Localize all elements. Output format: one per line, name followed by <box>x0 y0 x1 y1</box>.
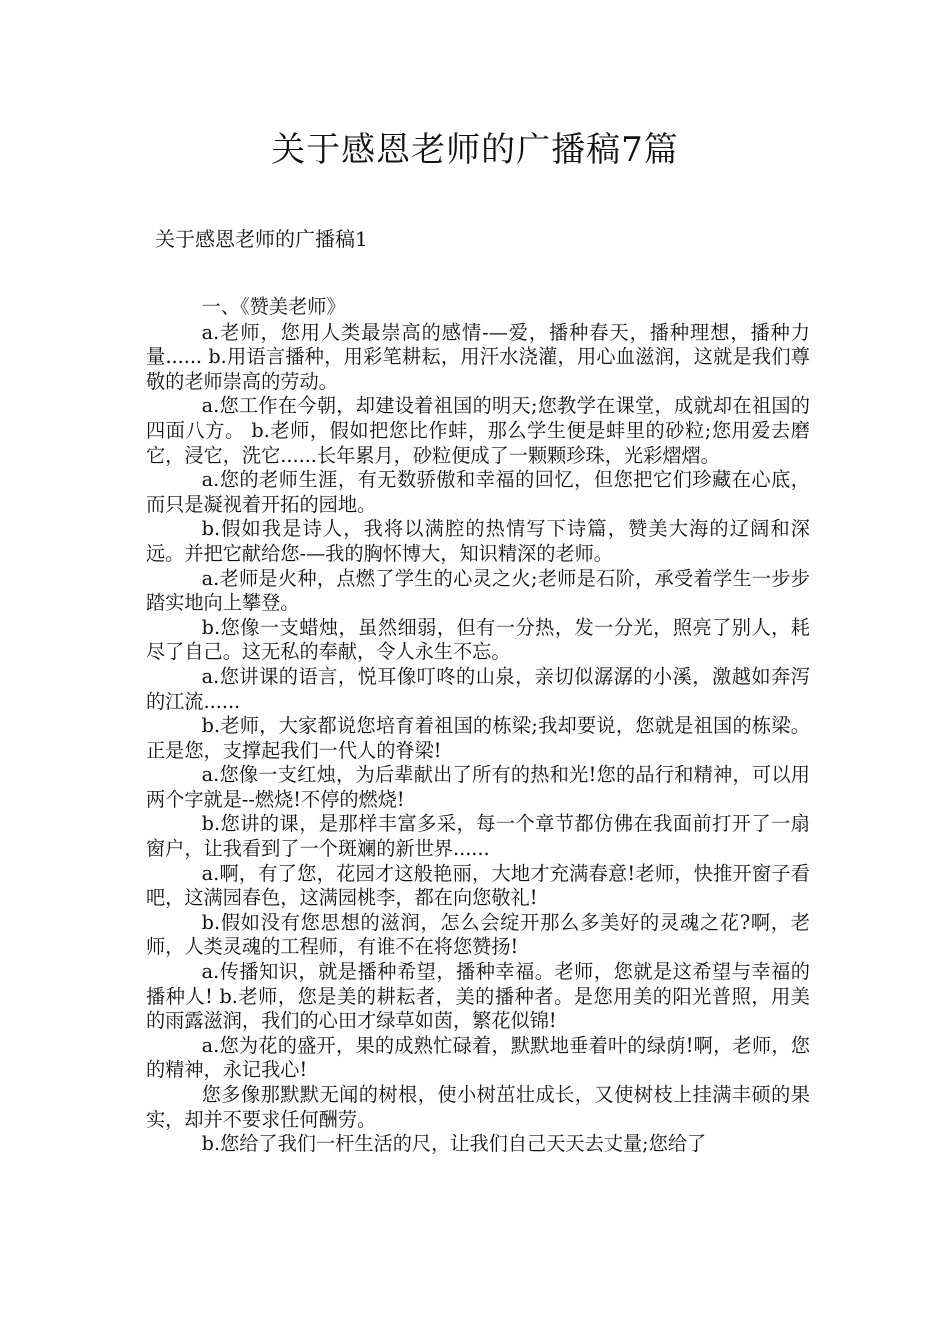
paragraph: b.假如没有您思想的滋润，怎么会绽开那么多美好的灵魂之花?啊，老师，人类灵魂的工程师，有谁不在将您赞扬! <box>146 910 810 959</box>
paragraph: a.您讲课的语言，悦耳像叮咚的山泉，亲切似潺潺的小溪，激越如奔泻的江流...... <box>146 664 810 713</box>
paragraph: a.您像一支红烛，为后辈献出了所有的热和光!您的品行和精神，可以用两个字就是--燃烧!不停的燃烧! <box>146 763 810 811</box>
paragraph: 您多像那默默无闻的树根，使小树茁壮成长，又使树枝上挂满丰硕的果实，却并不要求任何酬劳。 <box>146 1083 810 1131</box>
paragraph: a.您为花的盛开，果的成熟忙碌着，默默地垂着叶的绿荫!啊，老师，您的精神，永记我心! <box>146 1033 810 1082</box>
paragraph: b.您给了我们一杆生活的尺，让我们自己天天去丈量;您给了 <box>201 1132 707 1156</box>
paragraph: a.您的老师生涯，有无数骄傲和幸福的回忆，但您把它们珍藏在心底，而只是凝视着开拓的园地。 <box>146 468 810 516</box>
paragraph: a.老师是火种，点燃了学生的心灵之火;老师是石阶，承受着学生一步步踏实地向上攀登。 <box>146 566 810 615</box>
paragraph: b.假如我是诗人，我将以满腔的热情写下诗篇，赞美大海的辽阔和深远。并把它献给您-—我的胸怀博大，知识精深的老师。 <box>146 517 810 565</box>
document-body <box>146 294 810 1157</box>
document-title: 关于感恩老师的广播稿7篇 <box>271 130 679 170</box>
paragraph: b.老师，大家都说您培育着祖国的栋梁;我却要说，您就是祖国的栋梁。正是您，支撑起我们一代人的脊梁! <box>146 714 810 762</box>
paragraph: a.传播知识，就是播种希望，播种幸福。老师，您就是这希望与幸福的播种人! b.老师，您是美的耕耘者，美的播种者。是您用美的阳光普照，用美的雨露滋润，我们的心田才绿草如茵，繁花似锦! <box>146 960 810 1033</box>
section-heading: 关于感恩老师的广播稿1 <box>155 227 368 251</box>
subheading: 一、《赞美老师》 <box>201 295 346 318</box>
paragraph: b.您像一支蜡烛，虽然细弱，但有一分热，发一分光，照亮了别人，耗尽了自己。这无私的奉献，令人永生不忘。 <box>146 615 810 664</box>
paragraph: b.您讲的课，是那样丰富多采，每一个章节都仿佛在我面前打开了一扇窗户，让我看到了一个斑斓的新世界...... <box>146 812 810 861</box>
paragraph: a.您工作在今朝，却建设着祖国的明天;您教学在课堂，成就却在祖国的四面八方。 b.老师，假如把您比作蚌，那么学生便是蚌里的砂粒;您用爱去磨它，浸它，洗它......长年累月，砂粒便成了一颗颗珍珠，光彩熠熠。 <box>146 394 810 467</box>
paragraph: a.老师，您用人类最崇高的感情-—爱，播种春天，播种理想，播种力量...... b.用语言播种，用彩笔耕耘，用汗水浇灌，用心血滋润，这就是我们尊敬的老师崇高的劳动。 <box>146 320 810 393</box>
paragraph: a.啊，有了您，花园才这般艳丽，大地才充满春意!老师，快推开窗子看吧，这满园春色，这满园桃李，都在向您敬礼! <box>146 861 810 910</box>
